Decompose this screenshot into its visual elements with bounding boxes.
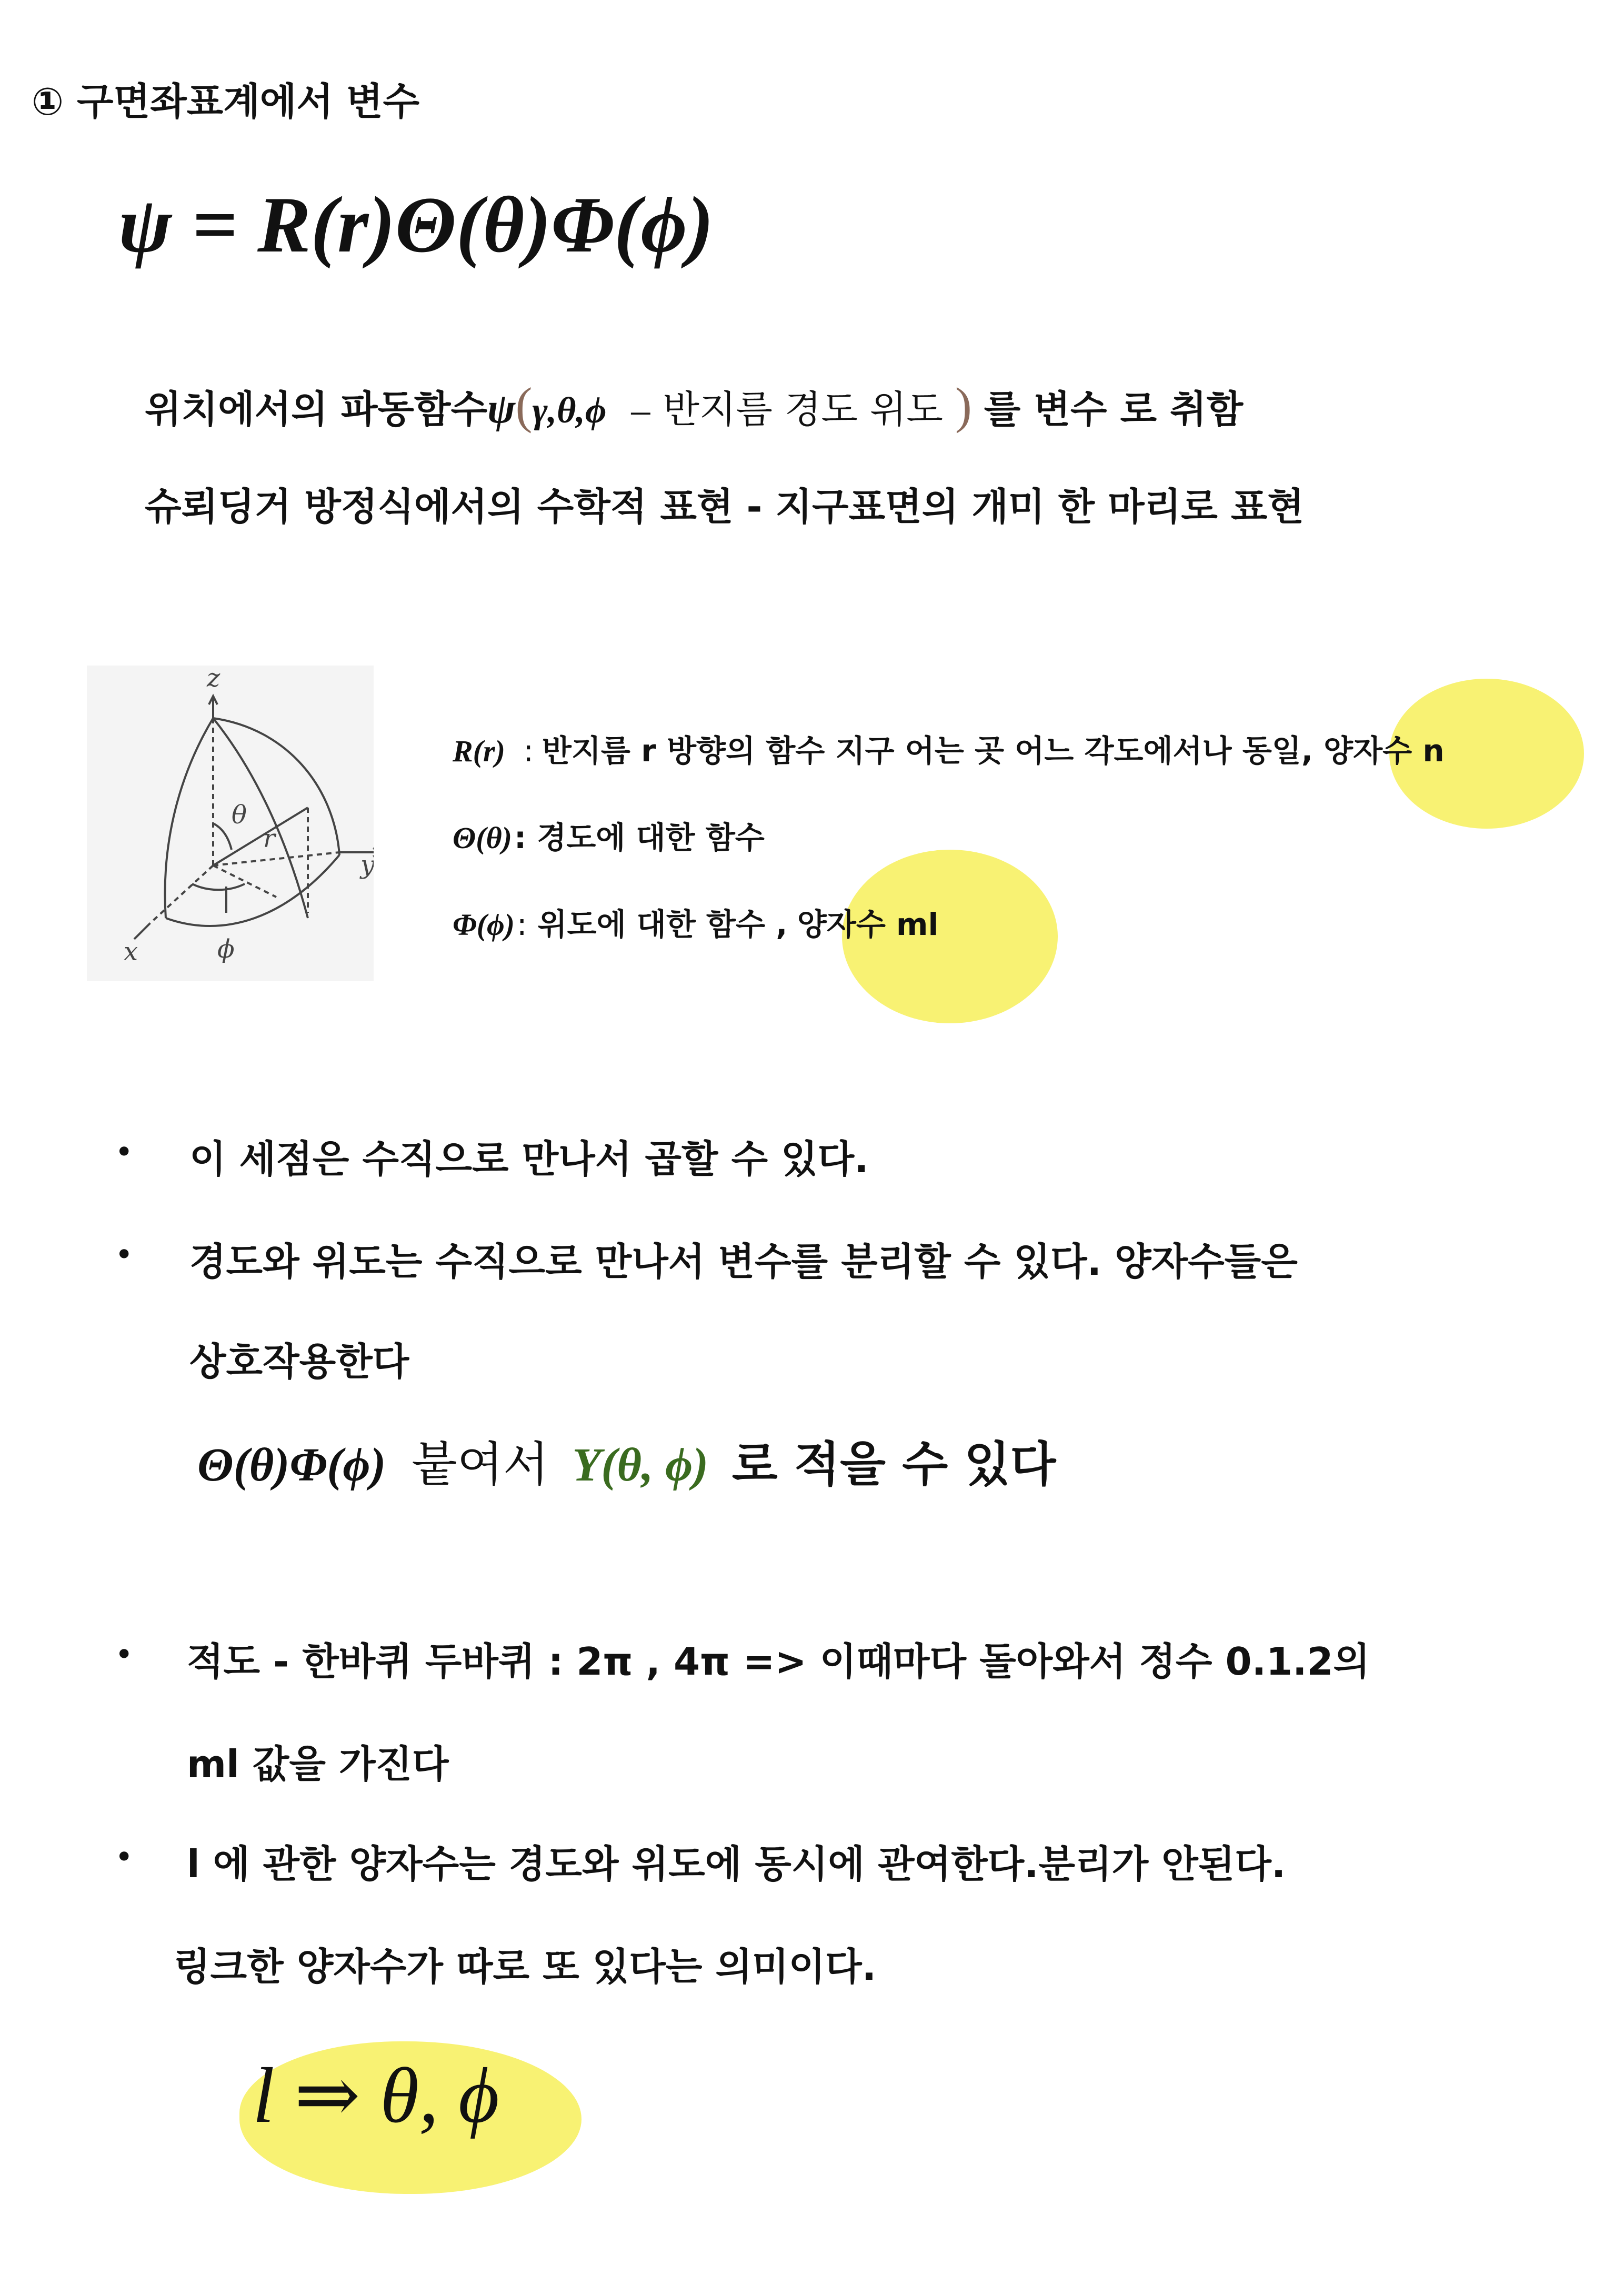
line1-paren-close: )	[955, 377, 972, 434]
bullet-marker-2: •	[115, 1236, 134, 1273]
axis-label-y: y	[360, 850, 374, 880]
line1-desc: 반지름 경도 위도	[663, 387, 943, 431]
y-eq-y-function: Y(θ, ϕ)	[572, 1439, 709, 1491]
angle-label-phi: ϕ	[217, 934, 235, 964]
def-phi-text: 위도에 대한 함수 ,	[537, 907, 788, 942]
y-eq-end: 로 적을 수 있다	[731, 1437, 1056, 1492]
def-r-sep: :	[523, 733, 534, 769]
bullet-3-line-1: 적도 - 한바퀴 두바퀴 : 2π , 4π => 이때마다 돌아와서 정수 0.1.2의	[187, 1639, 1370, 1684]
bullet-2-line-2: 상호작용한다	[189, 1340, 409, 1384]
bullet-4-line-1: l 에 관한 양자수는 경도와 위도에 동시에 관여한다.분리가 안된다.	[187, 1842, 1286, 1886]
line1-dash: –	[631, 389, 650, 431]
axis-label-x: x	[124, 937, 138, 966]
def-phi-highlight: 양자수 ml	[797, 907, 939, 942]
definition-r	[453, 726, 1445, 770]
bullet-2-line-1: 경도와 위도는 수직으로 만나서 변수를 분리할 수 있다. 양자수들은	[189, 1240, 1298, 1284]
phi-arc	[192, 884, 245, 890]
definition-theta	[453, 813, 765, 857]
def-phi-sep: :	[516, 907, 527, 942]
axis-label-z: z	[207, 666, 220, 693]
projection-line	[213, 865, 276, 897]
bullet-1-text: 이 세점은 수직으로 만나서 곱할 수 있다.	[189, 1137, 869, 1181]
def-phi-symbol: Φ(ϕ)	[453, 908, 515, 942]
line1-psi: ψ	[487, 386, 516, 432]
theta-arc	[213, 823, 232, 850]
spherical-coordinates-figure	[87, 666, 374, 981]
intro-line-1	[145, 376, 1243, 435]
def-r-highlight: , 양자수 n	[1301, 733, 1445, 769]
section-heading: ① 구면좌표계에서 변수	[32, 79, 420, 124]
line1-paren-open: (	[515, 377, 533, 434]
outer-curve	[213, 718, 339, 855]
final-equation: l ⇒ θ, ϕ	[253, 2052, 499, 2139]
line1-suffix: 를 변수 로 취함	[984, 387, 1244, 431]
bullet-marker-4: •	[115, 1839, 134, 1876]
equator-curve	[166, 855, 339, 926]
def-r-text: 반지름 r 방향의 함수 지구 어는 곳 어느 각도에서나 동일	[542, 733, 1301, 769]
bullet-3-line-2: ml 값을 가진다	[187, 1742, 449, 1786]
y-eq-theta-phi: Θ(θ)Φ(ϕ)	[197, 1439, 386, 1491]
definition-phi	[453, 900, 938, 944]
radius-label: r	[263, 824, 275, 853]
def-theta-sep: :	[514, 820, 527, 855]
def-r-symbol: R(r)	[453, 734, 505, 768]
angle-label-theta: θ	[232, 800, 247, 830]
y-equation-line	[197, 1426, 1056, 1494]
main-equation: ψ = R(r)Θ(θ)Φ(ϕ)	[118, 180, 714, 269]
y-eq-mid: 붙여서	[411, 1437, 549, 1492]
bullet-marker-1: •	[115, 1134, 134, 1171]
intro-line-2: 슈뢰딩거 방정식에서의 수학적 표현 - 지구표면의 개미 한 마리로 표현	[145, 485, 1304, 529]
x-axis-dashed	[150, 865, 213, 923]
def-theta-text: 경도에 대한 함수	[537, 820, 765, 855]
def-theta-symbol: Θ(θ)	[453, 821, 512, 855]
spherical-coordinates-diagram	[87, 666, 374, 981]
bullet-4-line-2: 링크한 양자수가 따로 또 있다는 의미이다.	[174, 1945, 877, 1989]
bullet-marker-3: •	[115, 1636, 134, 1673]
line1-args: γ,θ,ϕ	[532, 390, 607, 431]
line1-prefix: 위치에서의 파동함수	[145, 387, 488, 431]
